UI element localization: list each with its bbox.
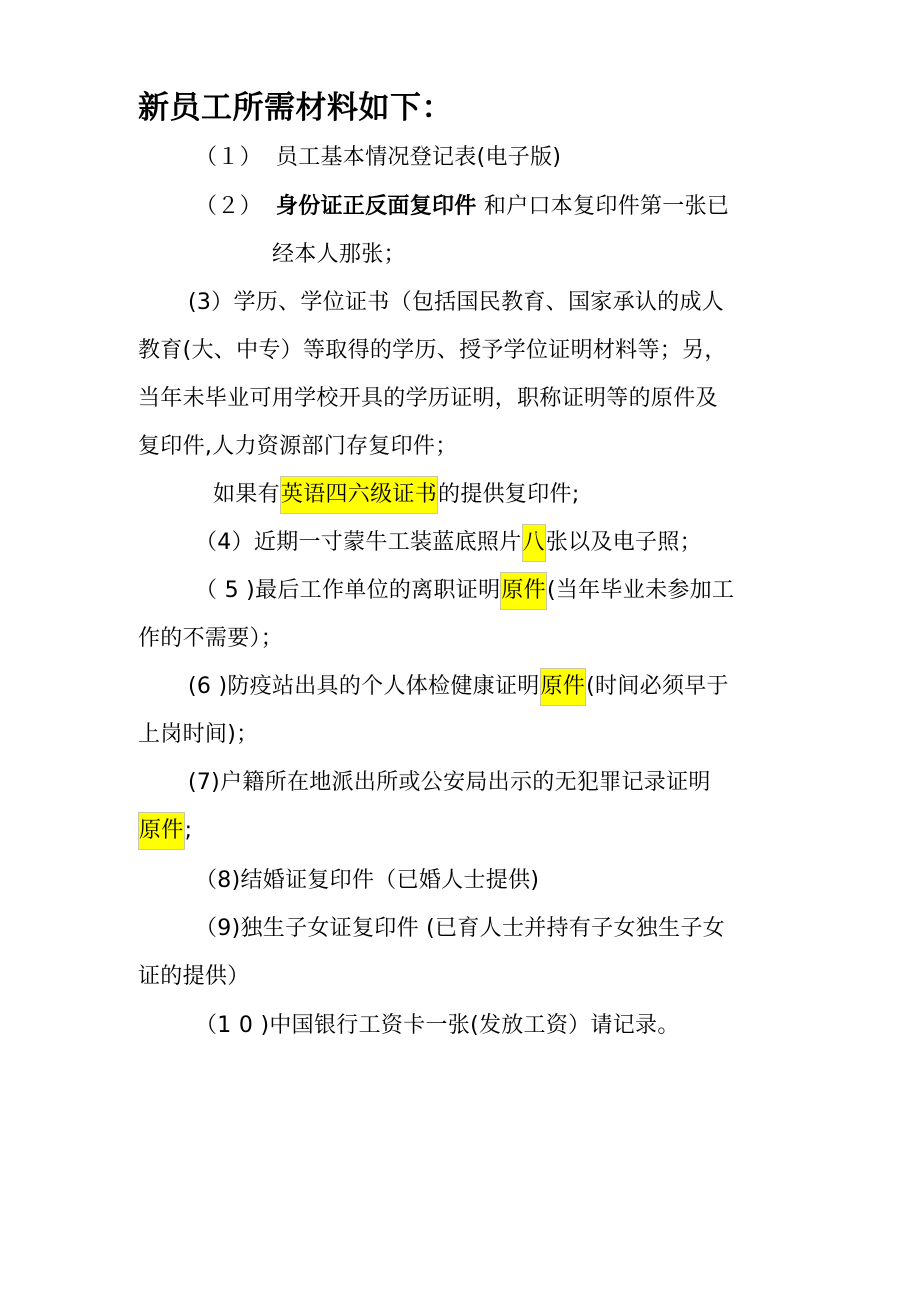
item-2-continuation: 经本人那张； [272, 242, 406, 267]
item-6-continuation: 上岗时间)； [138, 722, 259, 747]
item-6-prefix: (6 )防疫站出具的个人体检健康证明 [188, 674, 540, 699]
note-suffix: 的提供复印件; [438, 482, 580, 507]
highlight-original-7: 原件 [138, 812, 185, 850]
item-1-number: （１） [195, 145, 262, 170]
item-2-number: （２） [195, 194, 262, 219]
note-english-certificate [213, 480, 580, 510]
item-2-bold-text: 身份证正反面复印件 [275, 194, 477, 219]
item-5-prefix: （ 5 )最后工作单位的离职证明 [195, 578, 501, 603]
item-4 [195, 528, 702, 558]
item-1 [195, 143, 561, 173]
item-4-suffix: 张以及电子照； [545, 530, 702, 555]
item-2-text: 和户口本复印件第一张已 [476, 194, 730, 219]
item-7-line-1: (7)户籍所在地派出所或公安局出示的无犯罪记录证明 [188, 770, 711, 795]
item-9-line-1: （9)独生子女证复印件 (已育人士并持有子女独生子女 [195, 916, 725, 941]
item-3-line-1: (3）学历、学位证书（包括国民教育、国家承认的成人 [188, 290, 725, 315]
item-5-suffix: (当年毕业未参加工 [546, 578, 735, 603]
item-3-line-4: 复印件,人力资源部门存复印件； [138, 434, 458, 459]
item-5 [195, 576, 734, 606]
item-4-prefix: （4）近期一寸蒙牛工装蓝底照片 [195, 530, 522, 555]
highlight-english-certificate: 英语四六级证书 [280, 476, 438, 514]
highlight-count: 八 [522, 524, 546, 562]
page-title: 新员工所需材料如下： [138, 90, 453, 126]
item-6-suffix: (时间必须早于 [586, 674, 729, 699]
item-2 [195, 192, 729, 222]
item-3-line-3: 当年未毕业可用学校开具的学历证明，职称证明等的原件及 [138, 386, 718, 411]
item-10: （1 0 )中国银行工资卡一张(发放工资）请记录。 [195, 1013, 680, 1038]
item-5-continuation: 作的不需要）； [138, 626, 284, 651]
item-9-continuation: 证的提供） [138, 964, 250, 989]
highlight-original-6: 原件 [540, 668, 587, 706]
item-6 [188, 672, 729, 702]
item-7-suffix: ; [184, 818, 193, 843]
item-1-text: 员工基本情况登记表(电子版) [275, 145, 562, 170]
item-3-line-2: 教育(大、中专）等取得的学历、授予学位证明材料等；另， [138, 338, 727, 363]
highlight-original-5: 原件 [500, 572, 547, 610]
item-7-line-2 [138, 816, 192, 846]
item-8: （8)结婚证复印件（已婚人士提供) [195, 868, 540, 893]
note-prefix: 如果有 [213, 482, 280, 507]
